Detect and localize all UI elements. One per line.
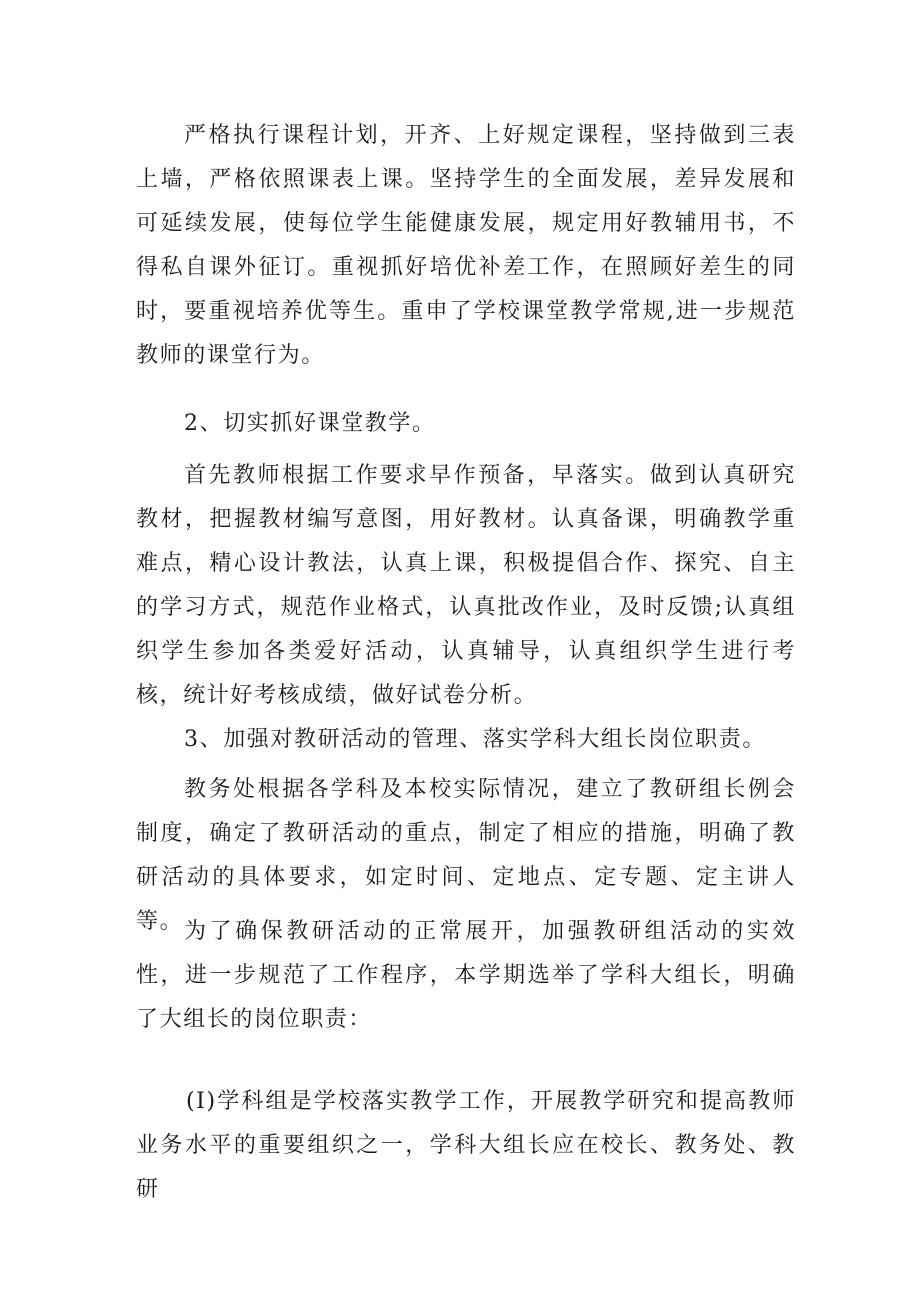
heading-teaching-research: 3、加强对教研活动的管理、落实学科大组长岗位职责。 (184, 727, 766, 752)
paragraph-duty-one: (I)学科组是学校落实教学工作，开展教学研究和提高教师业务水平的重要组织之一，学科大组长应在校长、教务处、教研 (136, 1089, 796, 1202)
paragraph-research-system: 教务处根据各学科及本校实际情况，建立了教研组长例会制度，确定了教研活动的重点，制定了相应的措施，明确了教研活动的具体要求，如定时间、定地点、定专题、定主讲人等。 (136, 777, 796, 934)
paragraph-classroom-teaching: 首先教师根据工作要求早作预备，早落实。做到认真研究教材，把握教材编写意图，用好教材。认真备课，明确教学重难点，精心设计教法，认真上课，积极提倡合作、探究、自主的学习方式，规范作业格式，认真批改作业，及时反馈;认真组织学生参加各类爱好活动，认真辅导，认真组织学生进行考核，统计好考核成绩，做好试卷分析。 (136, 463, 796, 708)
heading-classroom-teaching: 2、切实抓好课堂教学。 (184, 411, 436, 436)
paragraph-curriculum-plan: 严格执行课程计划，开齐、上好规定课程，坚持做到三表上墙，严格依照课表上课。坚持学生的全面发展，差异发展和可延续发展，使每位学生能健康发展，规定用好教辅用书，不得私自课外征订。重视抓好培优补差工作，在照顾好差生的同时，要重视培养优等生。重申了学校课堂教学常规,进一步规范教师的课堂行为。 (136, 123, 796, 368)
paragraph-group-leader: 为了确保教研活动的正常展开，加强教研组活动的实效性，进一步规范了工作程序，本学期选举了学科大组长，明确了大组长的岗位职责： (136, 919, 796, 1032)
